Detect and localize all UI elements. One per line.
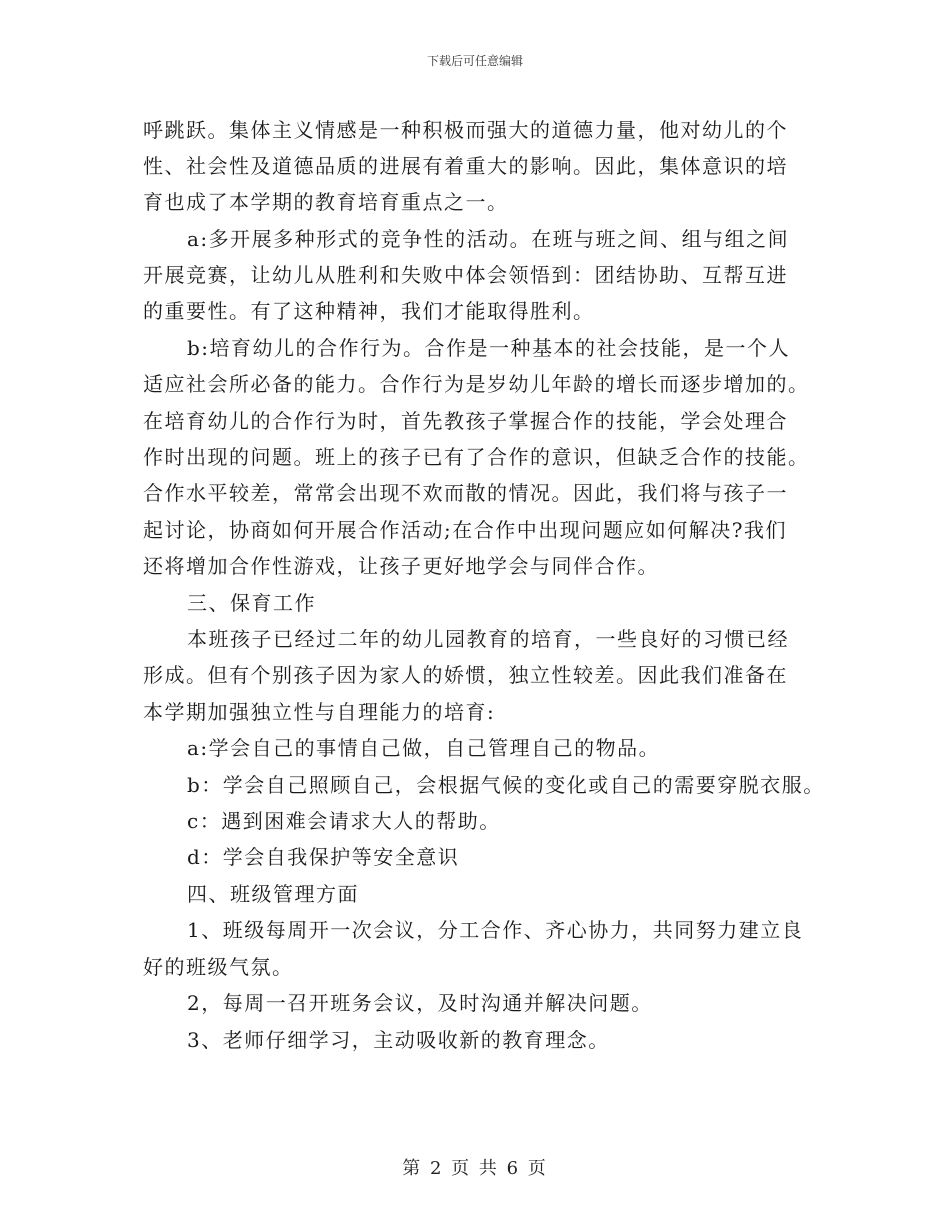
section-heading: 三、保育工作 xyxy=(187,591,316,615)
text-line: 在培育幼儿的合作行为时，首先教孩子掌握合作的技能，学会处理合 xyxy=(143,409,788,433)
text-line: 的重要性。有了这种精神，我们才能取得胜利。 xyxy=(143,299,595,323)
text-line: 起讨论，协商如何开展合作活动;在合作中出现问题应如何解决?我们 xyxy=(143,518,787,542)
text-line: 1、班级每周开一次会议，分工合作、齐心协力，共同努力建立良 xyxy=(187,918,804,942)
text-line: 本班孩子已经过二年的幼儿园教育的培育，一些良好的习惯已经 xyxy=(187,627,789,651)
text-line: 还将增加合作性游戏，让孩子更好地学会与同伴合作。 xyxy=(143,554,659,578)
text-line: 育也成了本学期的教育培育重点之一。 xyxy=(143,190,509,214)
text-line: 适应社会所必备的能力。合作行为是岁幼儿年龄的增长而逐步增加的。 xyxy=(143,372,810,396)
text-line: b：学会自己照顾自己，会根据气候的变化或自己的需要穿脱衣服。 xyxy=(187,773,825,797)
page-header: 下载后可任意编辑 xyxy=(426,54,523,68)
text-line: 合作水平较差，常常会出现不欢而散的情况。因此，我们将与孩子一 xyxy=(143,481,788,505)
text-line: a:学会自己的事情自己做，自己管理自己的物品。 xyxy=(187,736,661,760)
text-line: 开展竞赛，让幼儿从胜利和失败中体会领悟到：团结协助、互帮互进 xyxy=(143,263,788,287)
text-line: 3、老师仔细学习，主动吸收新的教育理念。 xyxy=(187,1028,610,1052)
text-line: 作时出现的问题。班上的孩子已有了合作的意识，但缺乏合作的技能。 xyxy=(143,445,810,469)
text-line: b:培育幼儿的合作行为。合作是一种基本的社会技能，是一个人 xyxy=(187,336,791,360)
text-line: d：学会自我保护等安全意识 xyxy=(187,845,460,869)
text-line: a:多开展多种形式的竞争性的活动。在班与班之间、组与组之间 xyxy=(187,227,790,251)
text-line: 本学期加强独立性与自理能力的培育: xyxy=(143,700,496,724)
text-line: 呼跳跃。集体主义情感是一种积极而强大的道德力量，他对幼儿的个 xyxy=(143,118,788,142)
text-line: c：遇到困难会请求大人的帮助。 xyxy=(187,809,501,833)
page-number: 第 2 页 共 6 页 xyxy=(402,1158,548,1179)
text-line: 好的班级气氛。 xyxy=(143,955,294,979)
text-line: 2，每周一召开班务会议，及时沟通并解决问题。 xyxy=(187,991,653,1015)
text-line: 形成。但有个别孩子因为家人的娇惯，独立性较差。因此我们准备在 xyxy=(143,663,788,687)
text-line: 性、社会性及道德品质的进展有着重大的影响。因此，集体意识的培 xyxy=(143,154,788,178)
section-heading: 四、班级管理方面 xyxy=(187,882,359,906)
